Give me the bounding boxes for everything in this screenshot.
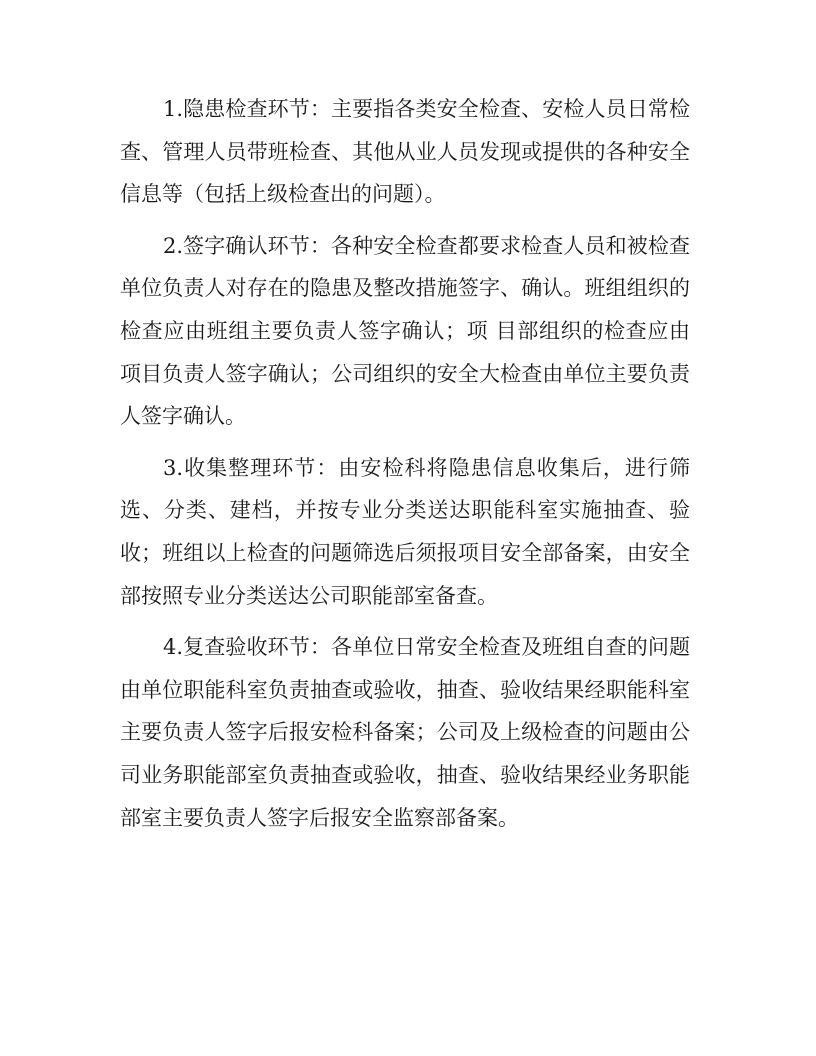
text-line: 主要负责人签字后报安检科备案；公司及上级检查的问题由公 — [120, 720, 690, 745]
paragraph-3 — [120, 447, 690, 617]
text-line: 单位负责人对存在的隐患及整改措施签字、确认。班组组织的 — [120, 276, 690, 301]
text-line: 收；班组以上检查的问题筛选后须报项目安全部备案，由安全 — [120, 540, 690, 565]
text-line: 由单位职能科室负责抽查或验收，抽查、验收结果经职能科室 — [120, 677, 690, 702]
paragraph-1 — [120, 88, 690, 216]
text-line: 3.收集整理环节：由安检科将隐患信息收集后，进行筛 — [163, 455, 690, 480]
paragraph-2 — [120, 225, 690, 438]
text-line: 部按照专业分类送达公司职能部室备查。 — [120, 583, 498, 608]
text-line: 选、分类、建档，并按专业分类送达职能科室实施抽查、验 — [120, 498, 690, 523]
paragraph-4 — [120, 626, 690, 839]
text-line: 部室主要负责人签字后报安全监察部备案。 — [120, 805, 519, 830]
text-line: 检查应由班组主要负责人签字确认；项 目部组织的检查应由 — [120, 318, 690, 343]
text-line: 人签字确认。 — [120, 404, 246, 429]
text-line: 司业务职能部室负责抽查或验收，抽查、验收结果经业务职能 — [120, 762, 690, 787]
text-line: 项目负责人签字确认；公司组织的安全大检查由单位主要负责 — [120, 361, 690, 386]
text-line: 查、管理人员带班检查、其他从业人员发现或提供的各种安全 — [120, 139, 690, 164]
text-line: 4.复查验收环节：各单位日常安全检查及班组自查的问题 — [163, 635, 690, 660]
document-page — [120, 88, 690, 848]
text-line: 1.隐患检查环节：主要指各类安全检查、安检人员日常检 — [163, 97, 690, 121]
text-line: 2.签字确认环节：各种安全检查都要求检查人员和被检查 — [163, 233, 690, 258]
text-line: 信息等（包括上级检查出的问题）。 — [120, 182, 446, 207]
